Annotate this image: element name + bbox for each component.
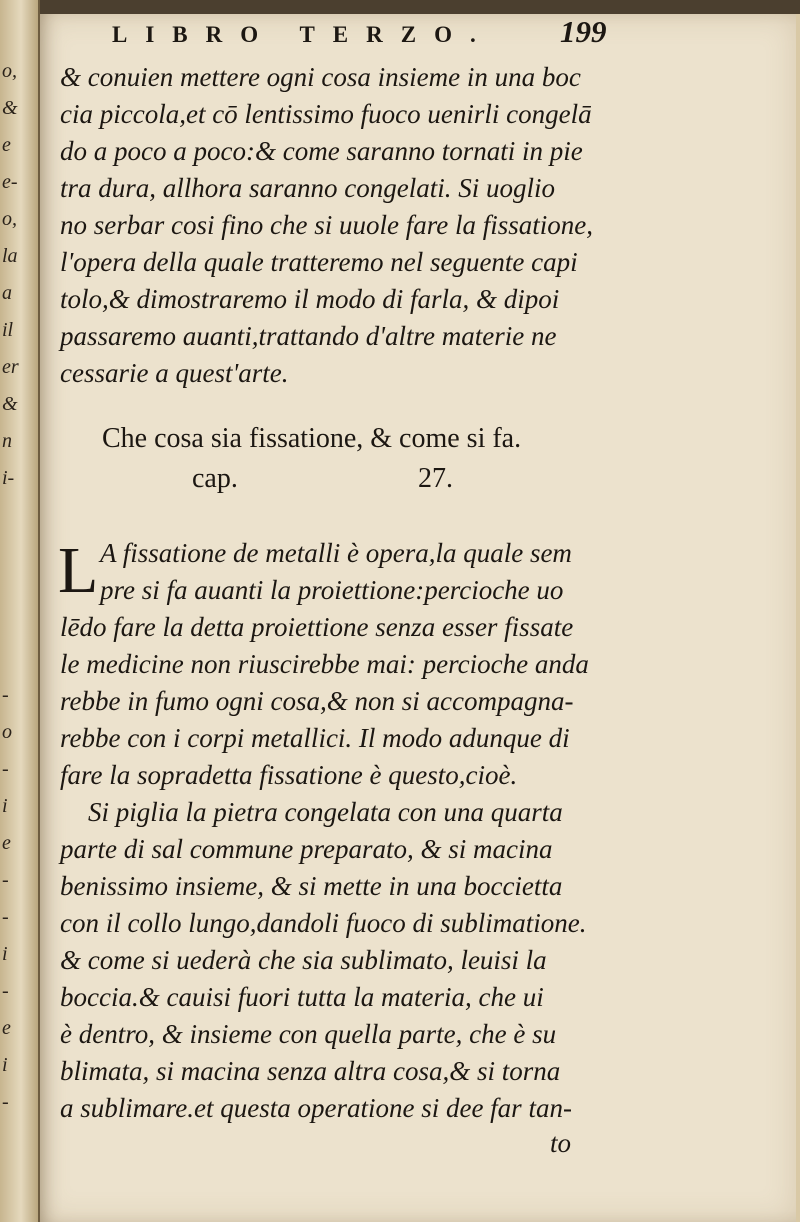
facing-page-fragment: il — [2, 319, 14, 341]
text-line: benissimo insieme, & si mette in una boccietta — [60, 871, 563, 901]
text-line: rebbe con i corpi metallici. Il modo adunque di — [60, 723, 570, 753]
text-line: le medicine non riuscirebbe mai: percioche anda — [60, 649, 589, 679]
chapter-number: 27. — [418, 463, 453, 494]
text-line: rebbe in fumo ogni cosa,& non si accompagna- — [60, 686, 574, 716]
text-line: do a poco a poco:& come saranno tornati in pie — [60, 136, 583, 166]
page-number: 199 — [560, 14, 607, 49]
text-line: blimata, si macina senza altra cosa,& si torna — [60, 1056, 561, 1086]
text-line: boccia.& cauisi fuori tutta la materia, che ui — [60, 982, 544, 1012]
text-line: pre si fa auanti la proiettione:percioche uo — [100, 575, 564, 605]
facing-page-fragment: - — [2, 1091, 9, 1113]
text-line: cessarie a quest'arte. — [60, 358, 289, 388]
text-line: con il collo lungo,dandoli fuoco di sublimatione. — [60, 908, 587, 938]
text-line: A fissatione de metalli è opera,la quale sem — [100, 538, 572, 568]
text-line: tolo,& dimostraremo il modo di farla, & dipoi — [60, 284, 560, 314]
facing-page-fragment: - — [2, 869, 9, 891]
facing-page-fragment: i — [2, 795, 8, 817]
text-line: cia piccola,et cō lentissimo fuoco uenirli congelā — [60, 99, 592, 129]
text-line: fare la sopradetta fissatione è questo,cioè. — [60, 760, 518, 790]
facing-page-fragment: & — [2, 393, 18, 415]
text-line: l'opera della quale tratteremo nel seguente capi — [60, 247, 578, 277]
facing-page-fragment: a — [2, 282, 12, 304]
facing-page-fragment: i — [2, 943, 8, 965]
text-line: tra dura, allhora saranno congelati. Si uoglio — [60, 173, 556, 203]
chapter-title: Che cosa sia fissatione, & come si fa. — [102, 423, 522, 454]
catchword: to — [550, 1128, 572, 1158]
facing-page-fragment: - — [2, 906, 9, 928]
facing-page-fragment: o, — [2, 60, 17, 82]
facing-page-fragment: e- — [2, 171, 18, 193]
facing-page-fragment: e — [2, 832, 11, 854]
facing-page-fragment: o — [2, 721, 12, 743]
facing-page-fragment: i- — [2, 467, 15, 489]
text-line: passaremo auanti,trattando d'altre materie ne — [60, 321, 557, 351]
text-line: Si piglia la pietra congelata con una quarta — [88, 797, 563, 827]
chapter-cap-label: cap. — [192, 463, 238, 494]
facing-page-fragment: la — [2, 245, 18, 267]
text-line: & conuien mettere ogni cosa insieme in una boc — [60, 62, 581, 92]
facing-page-fragment: - — [2, 980, 9, 1002]
facing-page-fragment: o, — [2, 208, 17, 230]
facing-page-fragment: i — [2, 1054, 8, 1076]
facing-page-fragment: - — [2, 684, 9, 706]
facing-page-fragment: & — [2, 97, 18, 119]
facing-page-fragment: e — [2, 134, 11, 156]
text-line: è dentro, & insieme con quella parte, che è su — [60, 1019, 557, 1049]
facing-page-fragment: e — [2, 1017, 11, 1039]
facing-page-fragment: - — [2, 758, 9, 780]
text-line: a sublimare.et questa operatione si dee far tan- — [60, 1093, 572, 1123]
facing-page-edge — [0, 0, 40, 1222]
book-top-edge — [0, 0, 800, 14]
running-title: LIBRO TERZO. — [112, 22, 494, 47]
text-line: parte di sal commune preparato, & si macina — [60, 834, 553, 864]
text-line: & come si uederà che sia sublimato, leuisi la — [60, 945, 547, 975]
text-line: no serbar cosi fino che si uuole fare la fissatione, — [60, 210, 593, 240]
facing-page-fragment: er — [2, 356, 19, 378]
facing-page-fragment: n — [2, 430, 12, 452]
drop-cap: L — [58, 534, 99, 607]
text-line: lēdo fare la detta proiettione senza esser fissate — [60, 612, 574, 642]
